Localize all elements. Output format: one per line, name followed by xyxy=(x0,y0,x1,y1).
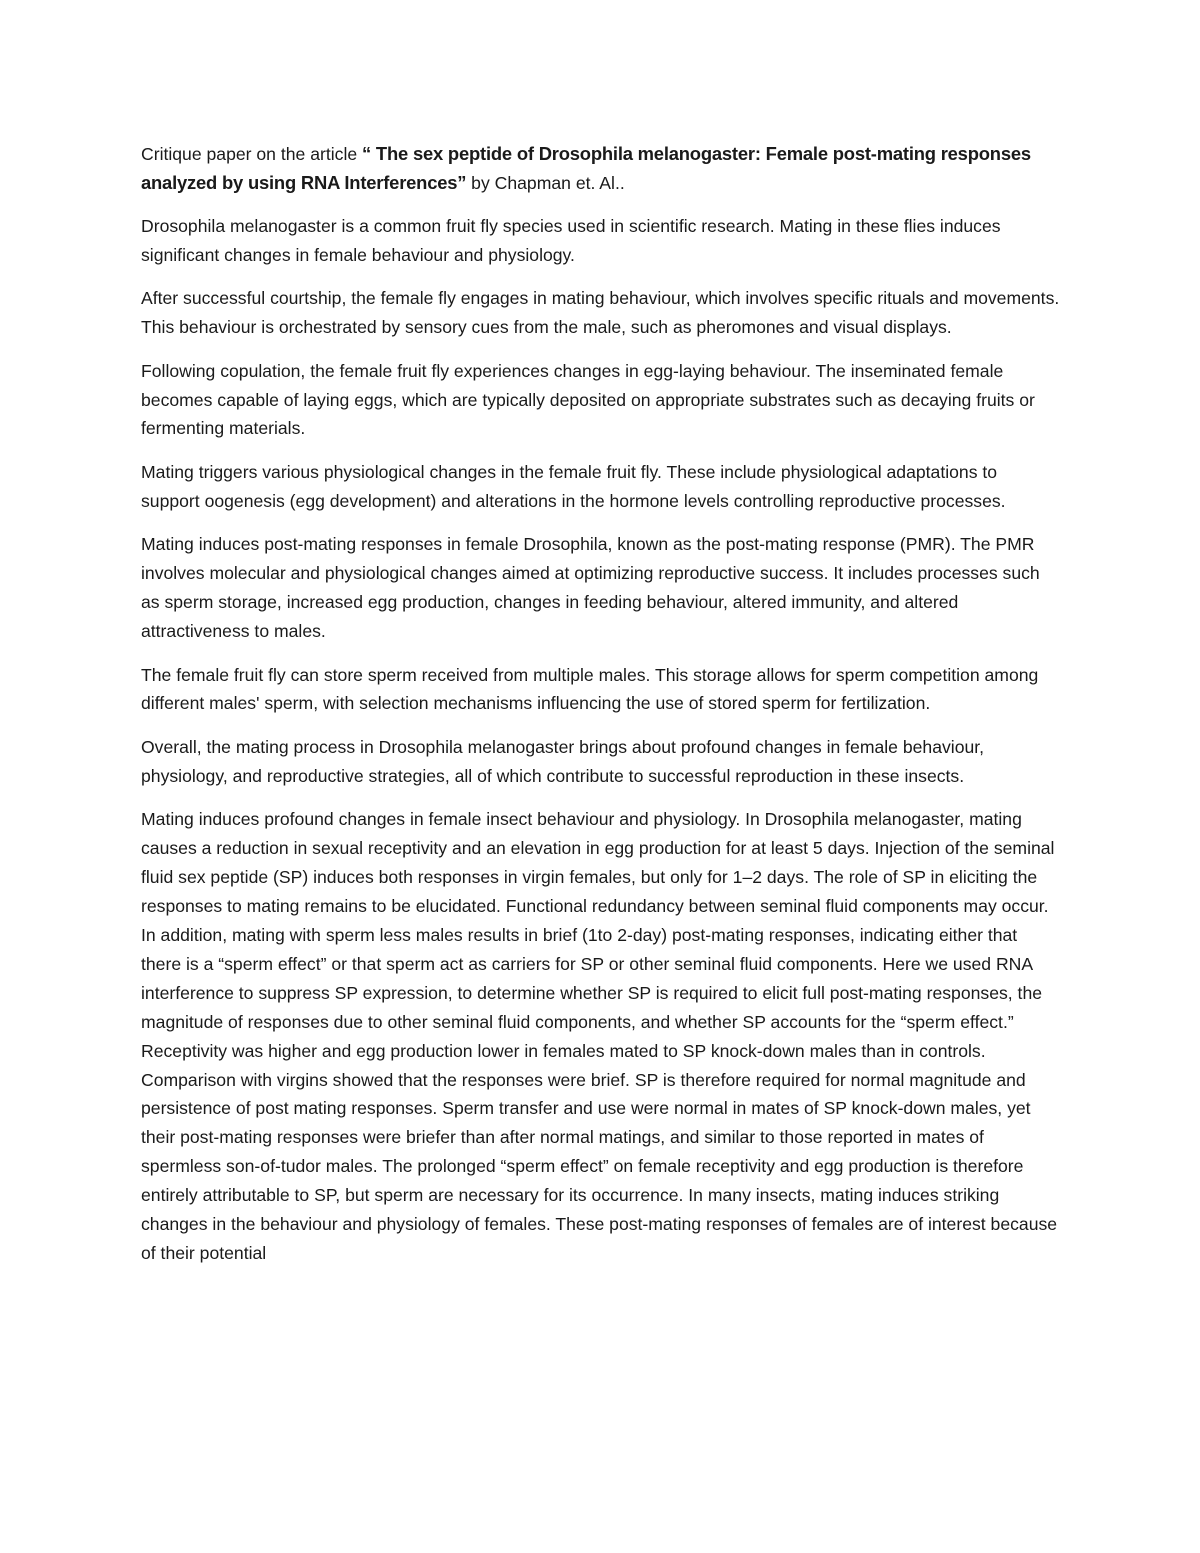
article-title: “ The sex peptide of Drosophila melanogaster: Female post-mating responses analyzed by using RNA Interferences” xyxy=(141,143,1031,193)
paragraph-abstract: Mating induces profound changes in female insect behaviour and physiology. In Drosophila melanogaster, mating causes a reduction in sexual receptivity and an elevation in egg production for at least 5 days. Injection of the seminal fluid sex peptide (SP) induces both responses in virgin females, but only for 1–2 days. The role of SP in eliciting the responses to mating remains to be elucidated. Functional redundancy between seminal fluid components may occur. In addition, mating with sperm less males results in brief (1to 2-day) post-mating responses, indicating either that there is a “sperm effect” or that sperm act as carriers for SP or other seminal fluid components. Here we used RNA interference to suppress SP expression, to determine whether SP is required to elicit full post-mating responses, the magnitude of responses due to other seminal fluid components, and whether SP accounts for the “sperm effect.” Receptivity was higher and egg production lower in females mated to SP knock-down males than in controls. Comparison with virgins showed that the responses were brief. SP is therefore required for normal magnitude and persistence of post mating responses. Sperm transfer and use were normal in mates of SP knock-down males, yet their post-mating responses were briefer than after normal matings, and similar to those reported in mates of spermless son-of-tudor males. The prolonged “sperm effect” on female receptivity and egg production is therefore entirely attributable to SP, but sperm are necessary for its occurrence. In many insects, mating induces striking changes in the behaviour and physiology of females. These post-mating responses of females are of interest because of their potential xyxy=(141,809,1058,1263)
paragraph-overall: Overall, the mating process in Drosophila melanogaster brings about profound changes in female behaviour, physiology, and reproductive strategies, all of which contribute to successful reproduction in these insects. xyxy=(141,736,985,786)
paragraph-physiology: Mating triggers various physiological changes in the female fruit fly. These include physiological adaptations to support oogenesis (egg development) and alterations in the hormone levels controlling reproductive processes. xyxy=(141,461,1006,511)
paragraph-egg-laying: Following copulation, the female fruit fly experiences changes in egg-laying behaviour. The inseminated female becomes capable of laying eggs, which are typically deposited on appropriate substrates such as decaying fruits or fermenting materials. xyxy=(141,360,1035,439)
title-prefix: Critique paper on the article xyxy=(141,144,363,164)
paragraph-intro: Drosophila melanogaster is a common fruit fly species used in scientific research. Mating in these flies induces significant changes in female behaviour and physiology. xyxy=(141,215,1001,265)
document-title xyxy=(141,140,1060,198)
paragraph-courtship: After successful courtship, the female fly engages in mating behaviour, which involves specific rituals and movements. This behaviour is orchestrated by sensory cues from the male, such as pheromones and visual displays. xyxy=(141,288,1060,338)
paragraph-sperm-storage: The female fruit fly can store sperm received from multiple males. This storage allows for sperm competition among different males' sperm, with selection mechanisms influencing the use of stored sperm for fertilization. xyxy=(141,664,1039,714)
title-suffix: by Chapman et. Al.. xyxy=(466,172,625,193)
paragraph-pmr: Mating induces post-mating responses in female Drosophila, known as the post-mating response (PMR). The PMR involves molecular and physiological changes aimed at optimizing reproductive success. It includes processes such as sperm storage, increased egg production, changes in feeding behaviour, altered immunity, and altered attractiveness to males. xyxy=(141,534,1040,642)
